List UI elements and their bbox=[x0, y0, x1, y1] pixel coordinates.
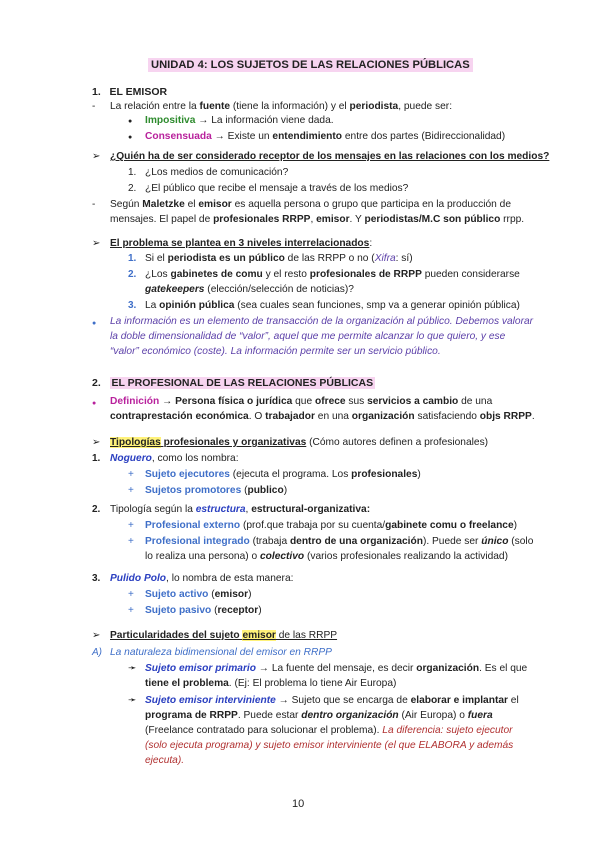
nivel-1: Si el periodista es un público de las RRPP o no (Xifra: sí) bbox=[145, 253, 413, 264]
arrow-marker: ➢ bbox=[92, 238, 101, 249]
definicion-line-1: Definición → Persona física o jurídica que ofrece sus servicios a cambio de una bbox=[110, 396, 493, 407]
section-1-heading bbox=[92, 86, 167, 98]
info-note-2: la doble dimensionalidad de “valor”, aquel que me permite alcanzar lo que quiero, y ese bbox=[110, 331, 506, 342]
number-marker: 1. bbox=[128, 167, 137, 178]
nivel-2: ¿Los gabinetes de comu y el resto profesionales de RRPP pueden considerarse bbox=[145, 269, 520, 280]
profesional-externo: Profesional externo (prof.que trabaja por su cuenta/gabinete comu o freelance) bbox=[145, 520, 518, 531]
section-2-number: 2. bbox=[92, 377, 101, 389]
sujeto-pasivo: Sujeto pasivo (receptor) bbox=[145, 605, 262, 616]
section-1-title: EL EMISOR bbox=[109, 86, 168, 98]
sujeto-ejecutores: Sujeto ejecutores (ejecuta el programa. Los profesionales) bbox=[145, 469, 421, 480]
a-label: A) bbox=[92, 647, 102, 658]
page-number: 10 bbox=[292, 798, 305, 810]
estructura-line: Tipología según la estructura, estructural-organizativa: bbox=[110, 504, 371, 515]
section-2-title: EL PROFESIONAL DE LAS RELACIONES PÚBLICAS bbox=[111, 377, 374, 389]
naturaleza-heading: La naturaleza bidimensional del emisor en RRPP bbox=[110, 647, 332, 658]
number-marker: 1. bbox=[92, 453, 101, 464]
emisor-interviniente-3: (Freelance contratado para solucionar el problema). La diferencia: sujeto ejecutor bbox=[145, 725, 513, 736]
nivel-2-cont: gatekeepers (elección/selección de noticias)? bbox=[145, 284, 354, 295]
plus-marker: + bbox=[128, 589, 134, 600]
profesional-integrado: Profesional integrado (trabaja dentro de una organización). Puede ser único (solo bbox=[145, 536, 534, 547]
section-2-heading bbox=[92, 377, 375, 389]
number-marker: 3. bbox=[92, 573, 101, 584]
emisor-line-1: La relación entre la fuente (tiene la información) y el periodista, puede ser: bbox=[110, 101, 453, 112]
emisor-primario: Sujeto emisor primario → La fuente del mensaje, es decir organización. Es el que bbox=[145, 663, 528, 674]
number-marker: 2. bbox=[128, 183, 137, 194]
plus-marker: + bbox=[128, 485, 134, 496]
noguero-line: Noguero, como los nombra: bbox=[110, 453, 239, 464]
small-arrow-marker: ➛ bbox=[128, 663, 137, 674]
emisor-interviniente: Sujeto emisor interviniente → Sujeto que se encarga de elaborar e implantar el bbox=[145, 695, 519, 706]
dash-marker: - bbox=[92, 101, 96, 112]
plus-marker: + bbox=[128, 605, 134, 616]
emisor-primario-cont: tiene el problema. (Ej: El problema lo tiene Air Europa) bbox=[145, 678, 397, 689]
receptor-question: ¿Quién ha de ser considerado receptor de los mensajes en las relaciones con los medios? bbox=[110, 151, 550, 162]
emisor-interviniente-2: programa de RRPP. Puede estar dentro organización (Air Europa) o fuera bbox=[145, 710, 493, 721]
page-title: UNIDAD 4: LOS SUJETOS DE LAS RELACIONES PÚBLICAS bbox=[148, 58, 473, 72]
plus-marker: + bbox=[128, 520, 134, 531]
nivel-3: La opinión pública (sea cuales sean funciones, smp va a generar opinión pública) bbox=[145, 300, 520, 311]
maletzke-line-1: Según Maletzke el emisor es aquella persona o grupo que participa en la producción de bbox=[110, 199, 512, 210]
small-arrow-marker: ➛ bbox=[128, 695, 137, 706]
pulido-line: Pulido Polo, lo nombra de esta manera: bbox=[110, 573, 294, 584]
maletzke-line-2: mensajes. El papel de profesionales RRPP, emisor. Y periodistas/M.C son público rrpp. bbox=[110, 214, 525, 225]
sujetos-promotores: Sujetos promotores (publico) bbox=[145, 485, 288, 496]
particularidades-heading: Particularidades del sujeto emisor de las RRPP bbox=[110, 630, 338, 641]
tipologias-heading: Tipologías profesionales y organizativas (Cómo autores definen a profesionales) bbox=[110, 437, 489, 448]
plus-marker: + bbox=[128, 536, 134, 547]
number-marker: 2. bbox=[92, 504, 101, 515]
number-marker: 2. bbox=[128, 269, 137, 280]
bullet-marker: ● bbox=[128, 134, 133, 141]
bullet-marker: ● bbox=[128, 118, 133, 125]
bullet-marker: ● bbox=[92, 400, 97, 407]
profesional-integrado-cont: lo realiza una persona) o colectivo (varios profesionales realizando la actividad) bbox=[145, 551, 508, 562]
emisor-interviniente-4: (solo ejecuta programa) y sujeto emisor interviniente (el que ELABORA y además bbox=[145, 740, 514, 751]
number-marker: 1. bbox=[128, 253, 137, 264]
arrow-marker: ➢ bbox=[92, 151, 101, 162]
consensuada-item: Consensuada → Existe un entendimiento entre dos partes (Bidireccionalidad) bbox=[145, 131, 506, 142]
dash-marker: - bbox=[92, 199, 96, 210]
question-item-2: ¿El público que recibe el mensaje a través de los medios? bbox=[145, 183, 409, 194]
sujeto-activo: Sujeto activo (emisor) bbox=[145, 589, 252, 600]
section-1-number: 1. bbox=[92, 86, 101, 98]
arrow-marker: ➢ bbox=[92, 437, 101, 448]
number-marker: 3. bbox=[128, 300, 137, 311]
emisor-interviniente-5: ejecuta). bbox=[145, 755, 185, 766]
arrow-marker: ➢ bbox=[92, 630, 101, 641]
info-note-3: “valor” económico (coste). La información permite ser un servicio público. bbox=[110, 346, 441, 357]
definicion-line-2: contraprestación económica. O trabajador en una organización satisfaciendo objs RRPP. bbox=[110, 411, 535, 422]
info-note-1: La información es un elemento de transacción de la organización al público. Debemos valorar bbox=[110, 316, 534, 327]
question-item-1: ¿Los medios de comunicación? bbox=[145, 167, 289, 178]
bullet-marker: ● bbox=[92, 320, 97, 327]
impositiva-item: Impositiva → La información viene dada. bbox=[145, 115, 334, 126]
plus-marker: + bbox=[128, 469, 134, 480]
problema-heading: El problema se plantea en 3 niveles interrelacionados: bbox=[110, 238, 373, 249]
